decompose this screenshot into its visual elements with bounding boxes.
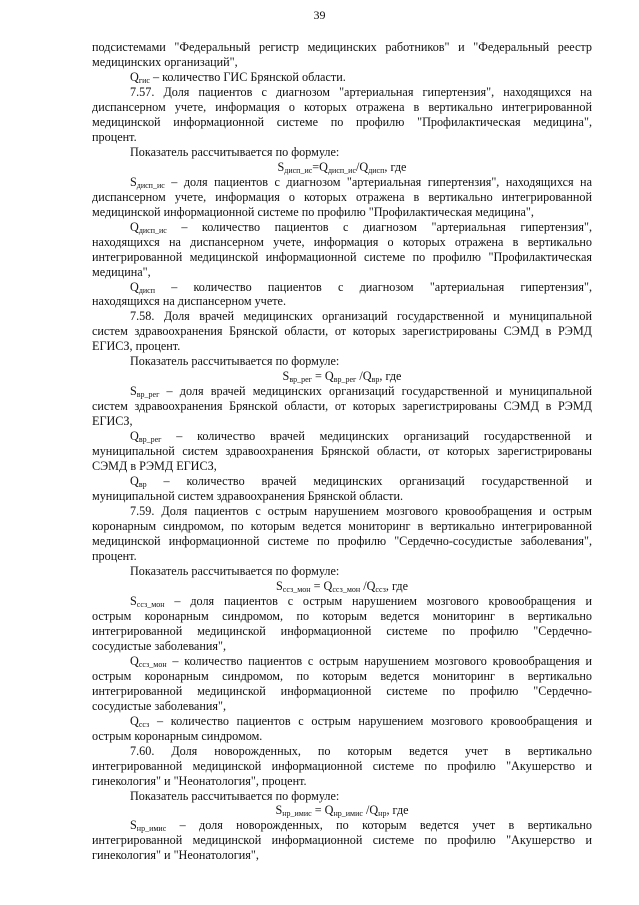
- text-line: муниципальной систем здравоохранения Брянской области, от которых зарегистрированы: [92, 444, 592, 459]
- text-line: ЕГИСЗ, процент.: [92, 339, 181, 354]
- text-line: 7.57. Доля пациентов с диагнозом "артериальная гипертензия", находящихся на: [130, 84, 592, 99]
- text-line: медицина",: [92, 264, 151, 279]
- text-line: Показатель рассчитывается по формуле:: [130, 563, 340, 578]
- text-line: систем здравоохранения Брянской области, от которых зарегистрированы СЭМД в РЭМД: [92, 399, 592, 414]
- text-line: подсистемами "Федеральный регистр медицинских работников" и "Федеральный реестр: [92, 40, 592, 54]
- text-line: $Q_{дисп\_ис}$ – количество пациентов с диагнозом "артериальная гипертензия",: [130, 219, 592, 235]
- text-line: острым коронарным синдромом, по которым ведется мониторинг в вертикально: [92, 608, 592, 623]
- text-line: 7.58. Доля врачей медицинских организаций государственной и муниципальной: [130, 309, 592, 324]
- text-line: ЕГИСЗ,: [92, 414, 133, 429]
- text-line: медицинских организаций",: [92, 54, 238, 69]
- text-line: интегрированной медицинской информационной системе по профилю "Профилактическая: [92, 249, 592, 264]
- text-line: $Q_{вр\_рег}$ – количество врачей медицинских организаций государственной и: [130, 429, 592, 445]
- text-line: $Q_{гис}$ – количество ГИС Брянской области.: [130, 69, 346, 85]
- text-line: сосудистые заболевания",: [92, 698, 227, 713]
- text-line: острым коронарным синдромом.: [92, 728, 263, 743]
- text-line: гинекология" и "Неонатология",: [92, 848, 259, 863]
- text-line: находящихся на диспансерном учете, информация о которых отражена в вертикально: [92, 234, 592, 249]
- text-line: диспансерном учете, информация о которых отражена в вертикально интегрированной: [92, 189, 592, 204]
- text-line: муниципальной систем здравоохранения Брянской области.: [92, 489, 404, 504]
- text-line: коронарным синдромом, по которым ведется мониторинг в вертикально интегрированной: [92, 519, 592, 534]
- text-line: интегрированной медицинской информационной системе по профилю "Акушерство и: [92, 833, 592, 848]
- text-line: Показатель рассчитывается по формуле:: [130, 354, 340, 369]
- text-line: диспансерном учете, информация о которых отражена в вертикально интегрированной: [92, 99, 592, 114]
- text-line: сосудистые заболевания",: [92, 638, 227, 653]
- text-line: медицинской информационной системе по профилю "Сердечно-сосудистые заболевания",: [92, 534, 592, 548]
- text-line: $Q_{вр}$ – количество врачей медицинских организаций государственной и: [130, 474, 592, 490]
- text-line: 7.60. Доля новорожденных, по которым ведется учет в вертикально: [130, 743, 592, 758]
- formula-line: $S_{вр\_рег} = Q_{вр\_рег}$ $/Q_{вр}$, где: [282, 369, 402, 385]
- text-line: гинекология" и "Неонатология", процент.: [92, 773, 307, 788]
- text-line: медицинской информационной системе по профилю "Профилактическая медицина",: [92, 204, 534, 219]
- text-line: процент.: [92, 548, 137, 563]
- text-line: интегрированной медицинской информационной системе по профилю "Сердечно-: [92, 623, 592, 638]
- formula-line: $S_{дисп\_ис}=Q_{дисп\_ис}/Q_{дисп}$, где: [277, 159, 407, 175]
- text-line: $Q_{дисп}$ – количество пациентов с диагнозом "артериальная гипертензия",: [130, 279, 592, 295]
- text-line: 7.59. Доля пациентов с острым нарушением мозгового кровообращения и острым: [130, 504, 592, 519]
- text-line: $Q_{ссз\_мон}$ – количество пациентов с острым нарушением мозгового кровообращения и: [130, 653, 592, 669]
- text-line: Показатель рассчитывается по формуле:: [130, 788, 340, 803]
- text-line: Показатель рассчитывается по формуле:: [130, 144, 340, 159]
- text-line: $S_{дисп\_ис}$ – доля пациентов с диагнозом "артериальная гипертензия", находящихся на: [130, 174, 592, 190]
- formula-line: $S_{нр\_имис} = Q_{нр\_имис}$ $/Q_{нр}$, где: [275, 803, 409, 819]
- text-line: $Q_{ссз}$ – количество пациентов с острым нарушением мозгового кровообращения и: [130, 713, 592, 729]
- text-line: СЭМД в РЭМД ЕГИСЗ,: [92, 459, 217, 474]
- text-line: интегрированной медицинской информационной системе по профилю "Сердечно-: [92, 683, 592, 698]
- page-number: 39: [313, 8, 326, 22]
- text-line: процент.: [92, 129, 137, 144]
- formula-line: $S_{ссз\_мон} = Q_{ссз\_мон}$ $/Q_{ссз}$, где: [276, 578, 408, 594]
- text-line: острым коронарным синдромом, по которым ведется мониторинг в вертикально: [92, 668, 592, 683]
- text-line: медицинской информационной системе по профилю "Профилактическая медицина",: [92, 114, 592, 129]
- text-line: $S_{вр\_рег}$ – доля врачей медицинских организаций государственной и муниципальной: [130, 384, 592, 400]
- text-line: систем здравоохранения Брянской области, от которых зарегистрированы СЭМД в РЭМД: [92, 324, 592, 339]
- text-line: $S_{ссз\_мон}$ – доля пациентов с острым нарушением мозгового кровообращения и: [130, 593, 592, 609]
- text-line: $S_{нр\_имис}$ – доля новорожденных, по которым ведется учет в вертикально: [130, 818, 592, 834]
- text-line: находящихся на диспансерном учете.: [92, 294, 287, 309]
- text-line: интегрированной медицинской информационной системе по профилю "Акушерство и: [92, 758, 592, 773]
